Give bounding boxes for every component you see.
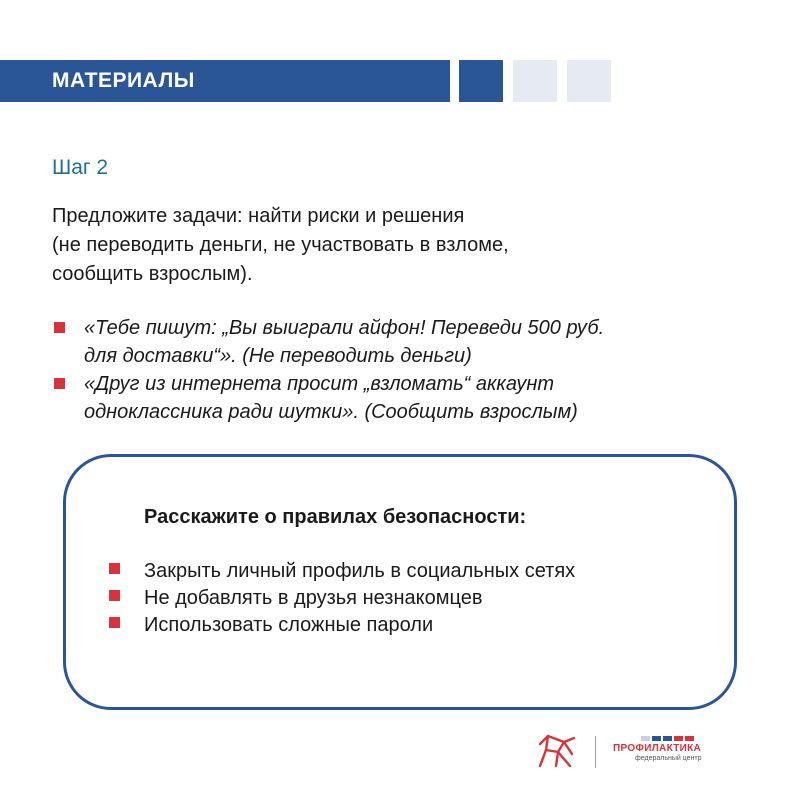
header-title: МАТЕРИАЛЫ bbox=[52, 69, 195, 92]
example-line: «Тебе пишут: „Вы выиграли айфон! Переведи 500 руб. bbox=[84, 317, 605, 339]
header-bar bbox=[0, 60, 450, 102]
bullet-square-icon bbox=[54, 378, 65, 389]
intro-text bbox=[52, 202, 752, 289]
intro-line: Предложите задачи: найти риски и решения bbox=[52, 205, 465, 227]
profilaktika-logo bbox=[613, 736, 729, 772]
example-line: одноклассника ради шутки». (Сообщить взрослым) bbox=[84, 401, 578, 423]
example-list bbox=[52, 314, 772, 426]
list-item bbox=[106, 585, 726, 612]
example-line: «Друг из интернета просит „взломать“ аккаунт bbox=[84, 373, 554, 395]
bullet-square-icon bbox=[109, 617, 120, 628]
rule-text: Использовать сложные пароли bbox=[144, 614, 434, 636]
logo-name: ПРОФИЛАКТИКА bbox=[613, 743, 702, 754]
logo-squares bbox=[641, 736, 729, 741]
intro-line: (не переводить деньги, не участвовать в взломе, bbox=[52, 234, 509, 256]
rules-list bbox=[106, 558, 726, 639]
rules-box-title: Расскажите о правилах безопасности: bbox=[144, 506, 527, 528]
rule-text: Не добавлять в друзья незнакомцев bbox=[144, 587, 483, 609]
list-item bbox=[52, 314, 772, 370]
bullet-square-icon bbox=[54, 322, 65, 333]
list-item bbox=[106, 558, 726, 585]
list-item bbox=[106, 612, 726, 639]
logo-subtitle: федеральный центр bbox=[635, 755, 702, 762]
example-line: для доставки“». (Не переводить деньги) bbox=[84, 345, 472, 367]
bullet-square-icon bbox=[109, 563, 120, 574]
footer-divider bbox=[595, 736, 596, 768]
header-block-light bbox=[567, 60, 611, 102]
header-block-light bbox=[513, 60, 557, 102]
intro-line: сообщить взрослым). bbox=[52, 263, 253, 285]
step-title: Шаг 2 bbox=[52, 156, 109, 179]
rule-text: Закрыть личный профиль в социальных сетях bbox=[144, 560, 576, 582]
list-item bbox=[52, 370, 772, 426]
emblem-icon bbox=[534, 730, 578, 770]
bullet-square-icon bbox=[109, 590, 120, 601]
header-block-dark bbox=[459, 60, 503, 102]
